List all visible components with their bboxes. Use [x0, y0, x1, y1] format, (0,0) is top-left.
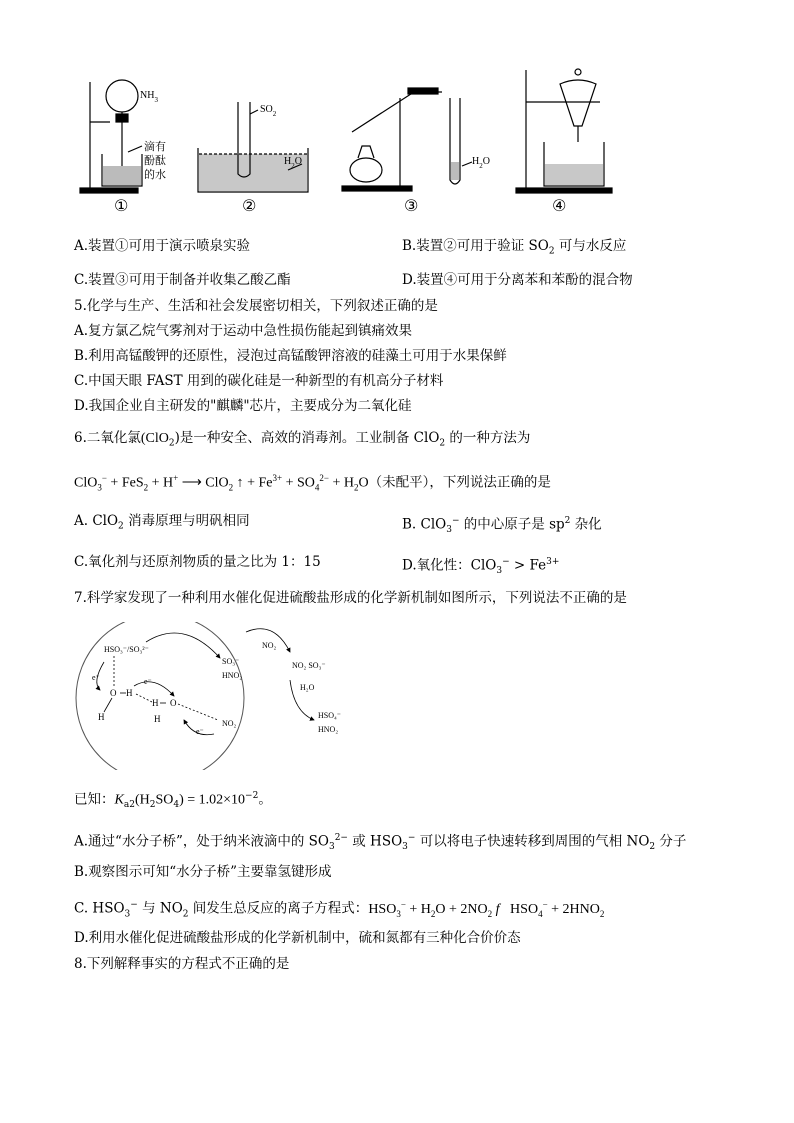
fig1-note-2: 酚酞	[144, 154, 166, 167]
q5-option-b: B.利用高锰酸钾的还原性，浸泡过高锰酸钾溶液的硅藻土可用于水果保鲜	[74, 348, 507, 364]
q8-stem: 8.下列解释事实的方程式不正确的是	[74, 956, 290, 972]
q6-stem: 6.二氧化氯(ClO$_2$)是一种安全、高效的消毒剂。工业制备 ClO$_2$ 的一种方法为	[74, 430, 531, 449]
diagram-electron-label-1: e⁻	[92, 673, 100, 682]
q6-option-d: D.氧化性：$ClO_3^- > Fe^{3+}$	[402, 557, 560, 577]
svg-text:H: H	[98, 712, 105, 722]
svg-text:H: H	[152, 698, 159, 708]
svg-text:H: H	[126, 688, 133, 698]
fig4-separatory-funnel	[516, 69, 612, 193]
diagram-no2-top-label: NO₂	[262, 641, 277, 650]
figure-label-4: ④	[552, 196, 567, 215]
diagram-no2-so3-label: NO₂ SO₃⁻	[292, 661, 326, 670]
q5-option-c: C.中国天眼 FAST 用到的碳化硅是一种新型的有机高分子材料	[74, 373, 444, 389]
q6-option-b: B. ClO$_3$− 的中心原子是 $sp^2$ 杂化	[402, 516, 602, 536]
diagram-electron-label-3: e⁻	[196, 727, 204, 736]
q4-option-c: C.装置③可用于制备并收集乙酸乙酯	[74, 272, 291, 288]
q7-option-d: D.利用水催化促进硫酸盐形成的化学新机制中，硫和氮都有三种化合价价态	[74, 930, 521, 946]
diagram-hno2-label-b: HNO₂	[318, 725, 339, 734]
q4-option-d: D.装置④可用于分离苯和苯酚的混合物	[402, 272, 633, 288]
diagram-hso4-label: HSO₄⁻	[318, 711, 342, 720]
q7-mechanism-diagram	[74, 622, 364, 770]
q4-option-a: A.装置①可用于演示喷泉实验	[74, 238, 251, 254]
diagram-electron-label-2: e⁻	[144, 677, 152, 686]
q7-option-c: C. $HSO_3^-$ 与 $NO_2$ 间发生总反应的离子方程式：$HSO_3^- + H_2O + 2NO_2$ f $HSO_4^- + 2HNO_2$	[74, 899, 605, 920]
svg-text:O: O	[110, 688, 117, 698]
figure-label-1: ①	[114, 196, 129, 215]
q5-option-a: A.复方氯乙烷气雾剂对于运动中急性损伤能起到镇痛效果	[74, 323, 413, 339]
figure-label-2: ②	[242, 196, 257, 215]
diagram-so3-label: SO₃⁻	[222, 657, 240, 666]
apparatus-figures	[70, 62, 630, 222]
fig1-note-3: 的水	[144, 168, 166, 181]
q6-option-c: C.氧化剂与还原剂物质的量之比为 1：15	[74, 554, 321, 570]
fig2-trough-apparatus	[198, 102, 308, 192]
diagram-hno2-label-a: HNO₂	[222, 671, 243, 680]
fig3-water-label: $H_2O$	[472, 156, 490, 170]
q6-equation: ClO$_3$− + FeS$_2$ + H+ ⟶ ClO$_2$ ↑ + $Fe^{3+} + SO_4^{2-} + H_2O$（未配平），下列说法正确的是	[74, 473, 551, 493]
q5-stem: 5.化学与生产、生活和社会发展密切相关，下列叙述正确的是	[74, 298, 438, 314]
q7-stem: 7.科学家发现了一种利用水催化促进硫酸盐形成的化学新机制如图所示，下列说法不正确的是	[74, 590, 627, 606]
diagram-h2o-label: H₂O	[300, 683, 315, 692]
q7-option-b: B.观察图示可知“水分子桥”主要靠氢键形成	[74, 864, 332, 880]
fig1-gas-label: $NH_3$	[140, 90, 158, 104]
svg-text:O: O	[170, 698, 177, 708]
q7-known: 已知：$K_{a2}(H_2SO_4) = 1.02\times 10^{-2}$。	[74, 791, 272, 811]
fig1-note-1: 滴有	[144, 140, 166, 153]
fig2-water-label: $H_2O$	[284, 156, 302, 170]
figure-label-3: ③	[404, 196, 419, 215]
fig3-distillation-apparatus	[342, 88, 472, 191]
q5-option-d: D.我国企业自主研发的"麒麟"芯片，主要成分为二氧化硅	[74, 398, 412, 414]
fig2-gas-label: $SO_2$	[260, 104, 277, 118]
q7-option-a: A.通过“水分子桥”，处于纳米液滴中的 $SO_3^{2-}$ 或 $HSO_3^-$ 可以将电子快速转移到周围的气相 $NO_2$ 分子	[74, 833, 687, 853]
fig1-fountain-apparatus	[80, 80, 142, 193]
q6-option-a: A. ClO$_2$ 消毒原理与明矾相同	[74, 513, 250, 532]
water-bridge-atoms	[98, 688, 177, 724]
diagram-no2-label: NO₂	[222, 719, 237, 728]
q4-option-b: B.装置②可用于验证 $SO_2$ 可与水反应	[402, 238, 627, 257]
svg-text:H: H	[154, 714, 161, 724]
diagram-hso3-label: HSO₃⁻/SO₃²⁻	[104, 645, 149, 654]
